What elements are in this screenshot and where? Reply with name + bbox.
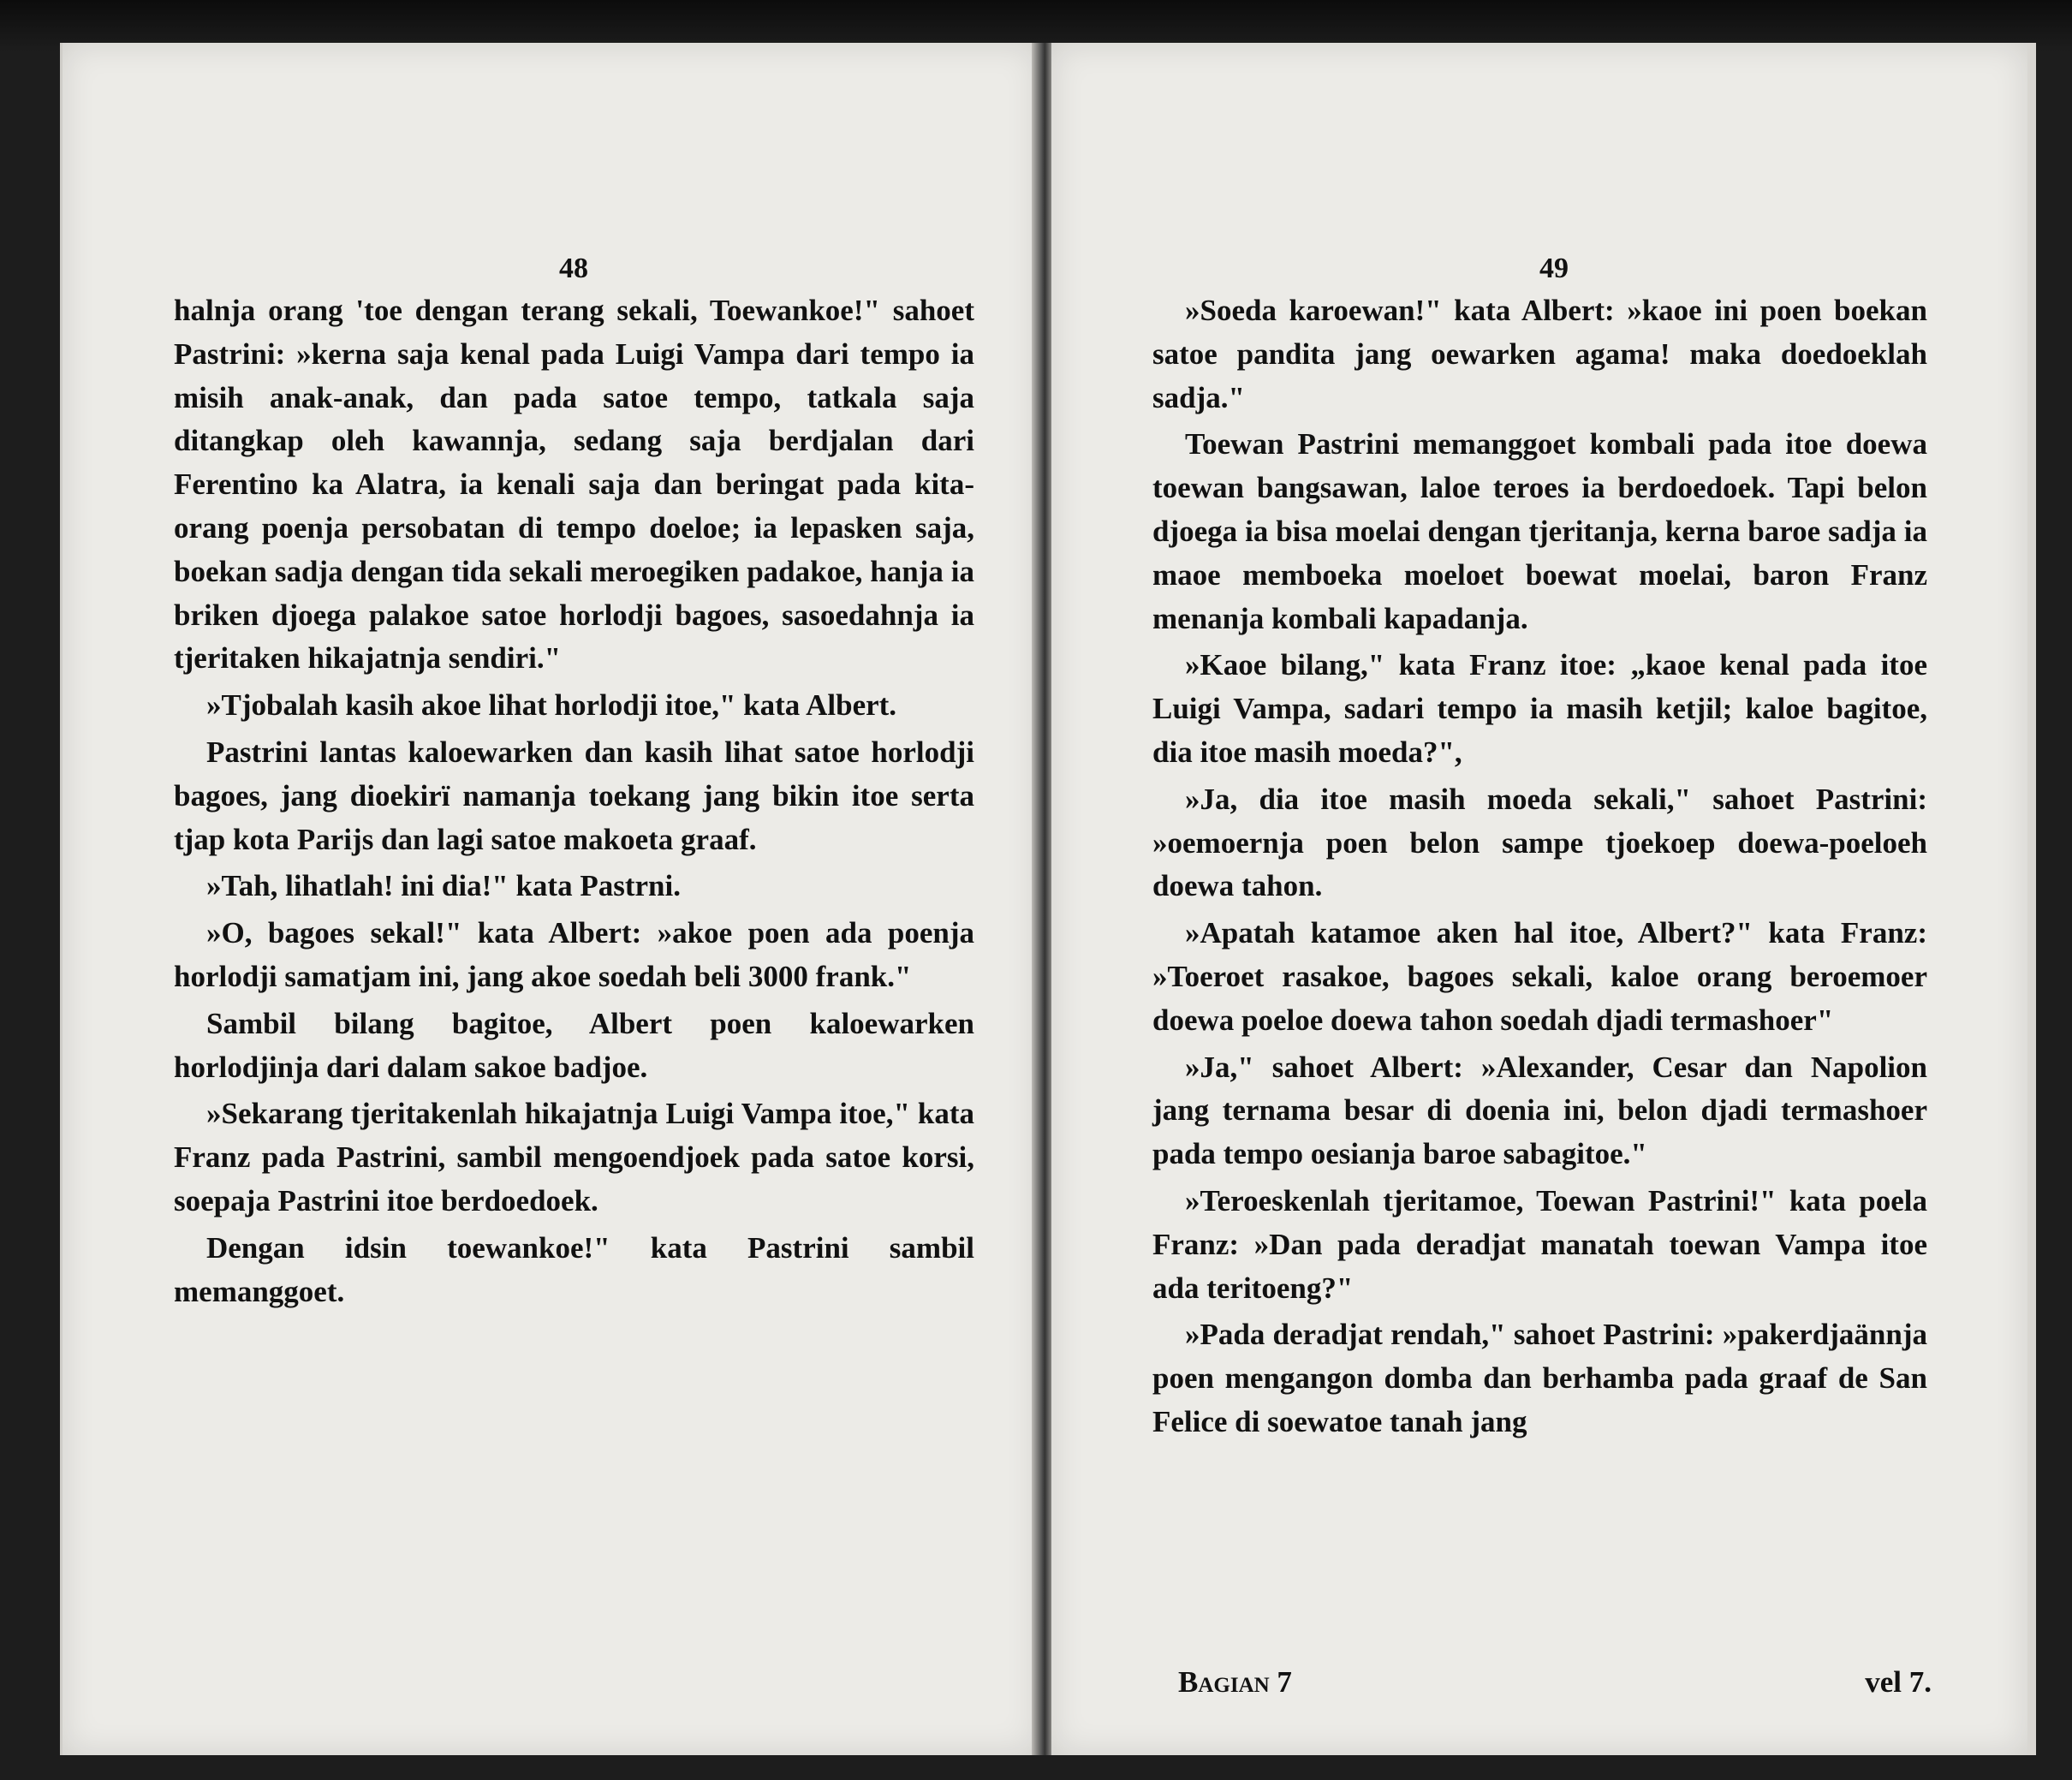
paragraph: »O, bagoes sekal!" kata Albert: »akoe poen ada poenja horlodji samatjam ini, jang akoe soedah beli 3000 frank." xyxy=(174,916,974,993)
right-page-text xyxy=(1152,289,1927,1448)
paragraph: »Sekarang tjeritakenlah hikajatnja Luigi Vampa itoe," kata Franz pada Pastrini, sambil mengoendjoek pada satoe korsi, soepaja Pastrini itoe berdoedoek. xyxy=(174,1097,974,1217)
paragraph: Dengan idsin toewankoe!" kata Pastrini sambil memanggoet. xyxy=(174,1230,974,1308)
left-page-number: 48 xyxy=(559,253,588,284)
footer-volume: vel 7. xyxy=(1865,1665,1932,1699)
paragraph: Pastrini lantas kaloewarken dan kasih lihat satoe horlodji bagoes, jang dioekirï namanja toekang jang bikin itoe serta tjap kota Parijs dan lagi satoe makoeta graaf. xyxy=(174,735,974,856)
paragraph: halnja orang 'toe dengan terang sekali, Toewankoe!" sahoet Pastrini: »kerna saja kenal pada Luigi Vampa dari tempo ia misih anak-anak, dan pada satoe tempo, tatkala saja ditangkap oleh kawannja, sedang saja berdjalan dari Ferentino ka Alatra, ia kenali saja dan beringat pada kita-orang poenja persobatan di tempo doeloe; ia lepasken saja, boekan sadja dengan tida sekali meroegiken padakoe, hanja ia briken djoega palakoe satoe horlodji bagoes, sasoedahnja ia tjeritaken hikajatnja sendiri." xyxy=(174,294,974,676)
right-page xyxy=(1051,43,2036,1755)
paragraph: Toewan Pastrini memanggoet kombali pada itoe doewa toewan bangsawan, laloe teroes ia berdoedoek. Tapi belon djoega ia bisa moelai dengan tjeritanja, kerna baroe sadja ia maoe memboeka moeloet boewat moelai, baron Franz menanja kombali kapadanja. xyxy=(1152,427,1927,635)
left-page xyxy=(60,43,1039,1755)
paragraph: »Pada deradjat rendah," sahoet Pastrini: »pakerdjaännja poen mengangon domba dan berhamba pada graaf de San Felice di soewatoe tanah jang xyxy=(1152,1318,1927,1438)
page-footer xyxy=(1178,1665,1932,1700)
paragraph: »Ja, dia itoe masih moeda sekali," sahoet Pastrini: »oemoernja poen belon sampe tjoekoep doewa-poeloeh doewa tahon. xyxy=(1152,782,1927,903)
footer-signature: Bagian 7 xyxy=(1178,1665,1292,1699)
paragraph: Sambil bilang bagitoe, Albert poen kaloewarken horlodjinja dari dalam sakoe badjoe. xyxy=(174,1006,974,1084)
right-page-number: 49 xyxy=(1539,253,1569,284)
paragraph: »Teroeskenlah tjeritamoe, Toewan Pastrini!" kata poela Franz: »Dan pada deradjat manatah toewan Vampa itoe ada teritoeng?" xyxy=(1152,1183,1927,1305)
left-page-text xyxy=(174,289,974,1317)
paragraph: »Ja," sahoet Albert: »Alexander, Cesar dan Napolion jang ternama besar di doenia ini, belon djadi termashoer pada tempo oesianja baroe sabagitoe." xyxy=(1152,1050,1927,1171)
paragraph: »Tah, lihatlah! ini dia!" kata Pastrni. xyxy=(206,869,681,903)
paragraph: »Apatah katamoe aken hal itoe, Albert?" kata Franz: »Toeroet rasakoe, bagoes sekali, kaloe orang beroemoer doewa poeloe doewa tahon soedah djadi termashoer" xyxy=(1152,916,1927,1037)
paragraph: »Kaoe bilang," kata Franz itoe: „kaoe kenal pada itoe Luigi Vampa, sadari tempo ia masih ketjil; kaloe bagitoe, dia itoe masih moeda?", xyxy=(1152,648,1927,769)
paragraph: »Tjobalah kasih akoe lihat horlodji itoe," kata Albert. xyxy=(206,688,897,723)
paragraph: »Soeda karoewan!" kata Albert: »kaoe ini poen boekan satoe pandita jang oewarken agama! maka doedoeklah sadja." xyxy=(1152,294,1927,414)
